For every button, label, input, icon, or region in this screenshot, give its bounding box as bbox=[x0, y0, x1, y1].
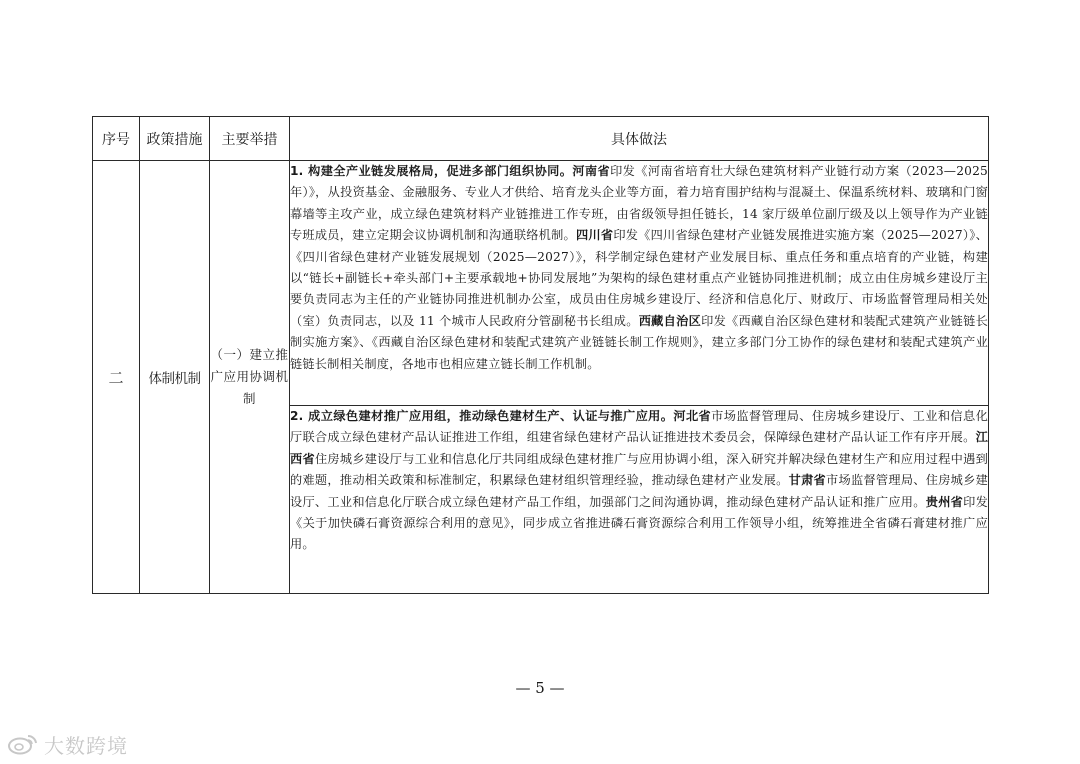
detail-paragraph-1 bbox=[290, 161, 989, 406]
table-row bbox=[93, 161, 989, 406]
detail-text: 市场监督管理局、住房城乡建设厅、工业和信息化厅联合成立绿色建材产品认证推进工作组，组建省绿色建材产品认证推进技术委员会，保障绿色建材产品认证工作有序开展。 bbox=[290, 409, 988, 445]
detail-bold-text: 河北省 bbox=[673, 409, 712, 423]
page-number: — 5 — bbox=[515, 679, 565, 697]
detail-bold-text: 1. 构建全产业链发展格局，促进多部门组织协同。 bbox=[290, 164, 573, 178]
detail-bold-text: 西藏自治区 bbox=[638, 313, 702, 328]
detail-bold-text: 河南省 bbox=[572, 164, 611, 178]
weibo-logo-icon bbox=[6, 732, 40, 756]
detail-paragraph-2 bbox=[290, 406, 989, 594]
header-policy: 政策措施 bbox=[140, 117, 210, 161]
detail-bold-text: 四川省 bbox=[576, 228, 614, 243]
detail-text: 市场监督管理局、住房城乡建设厅、工业和信息化厅联合成立绿色建材产品工作组，加强部门之间沟通协调，推动绿色建材产品认证和推广应用。 bbox=[290, 473, 989, 509]
watermark-text: 大数跨境 bbox=[44, 733, 128, 758]
detail-text: 住房城乡建设厅与工业和信息化厅共同组成绿色建材推广与应用协调小组，深入研究并解决绿色建材生产和应用过程中遇到的难题，推动相关政策和标准制定，积累绿色建材组织管理经验，推动绿色建材产业发展。 bbox=[290, 451, 988, 488]
detail-bold-text: 甘肃省 bbox=[788, 473, 827, 488]
detail-text: 印发《西藏自治区绿色建材和装配式建筑产业链链长制实施方案》、《西藏自治区绿色建材和装配式建筑产业链链长制工作规则》，建立多部门分工协作的绿色建材和装配式建筑产业链链长制相关制度，各地市也相应建立链长制工作机制。 bbox=[290, 313, 989, 371]
row-policy: 体制机制 bbox=[140, 161, 210, 594]
detail-bold-text: 贵州省 bbox=[925, 494, 964, 509]
row-seq: 二 bbox=[93, 161, 140, 594]
policy-table bbox=[92, 116, 989, 594]
detail-bold-text: 江西省 bbox=[290, 430, 988, 466]
detail-text: 印发《河南省培育壮大绿色建筑材料产业链行动方案（2023—2025 年）》，从投资基金、金融服务、专业人才供给、培育龙头企业等方面，着力培育围护结构与混凝土、保温系统材料、玻璃和门窗幕墙等主攻产业，成立绿色建筑材料产业链推进工作专班，由省级领导担任链长，14 家厅级单位副厅级及以上领导作为产业链专班成员，建立定期会议协调机制和沟通联络机制。 bbox=[290, 164, 989, 243]
header-seq: 序号 bbox=[93, 117, 140, 161]
watermark bbox=[6, 730, 128, 758]
row-measure: （一）建立推广应用协调机制 bbox=[210, 161, 290, 594]
header-row bbox=[93, 117, 989, 161]
detail-text: 印发《关于加快磷石膏资源综合利用的意见》，同步成立省推进磷石膏资源综合利用工作领导小组，统筹推进全省磷石膏建材推广应用。 bbox=[290, 494, 988, 552]
header-measure: 主要举措 bbox=[210, 117, 290, 161]
detail-text: 印发《四川省绿色建材产业链发展推进实施方案（2025—2027）》、《四川省绿色建材产业链发展规划（2025—2027）》，科学制定绿色建材产业发展目标、重点任务和重点培育的产业链，构建以“链长+副链长+牵头部门+主要承载地+协同发展地”为架构的绿色建材重点产业链协同推进机制；成立由住房城乡建设厅主要负责同志为主任的产业链协同推进机制办公室，成员由住房城乡建设厅、经济和信息化厅、财政厅、市场监督管理局相关处（室）负责同志，以及 11 个城市人民政府分管副秘书长组成。 bbox=[290, 228, 988, 328]
header-detail: 具体做法 bbox=[290, 117, 989, 161]
detail-bold-text: 2. 成立绿色建材推广应用组，推动绿色建材生产、认证与推广应用。 bbox=[290, 409, 674, 423]
